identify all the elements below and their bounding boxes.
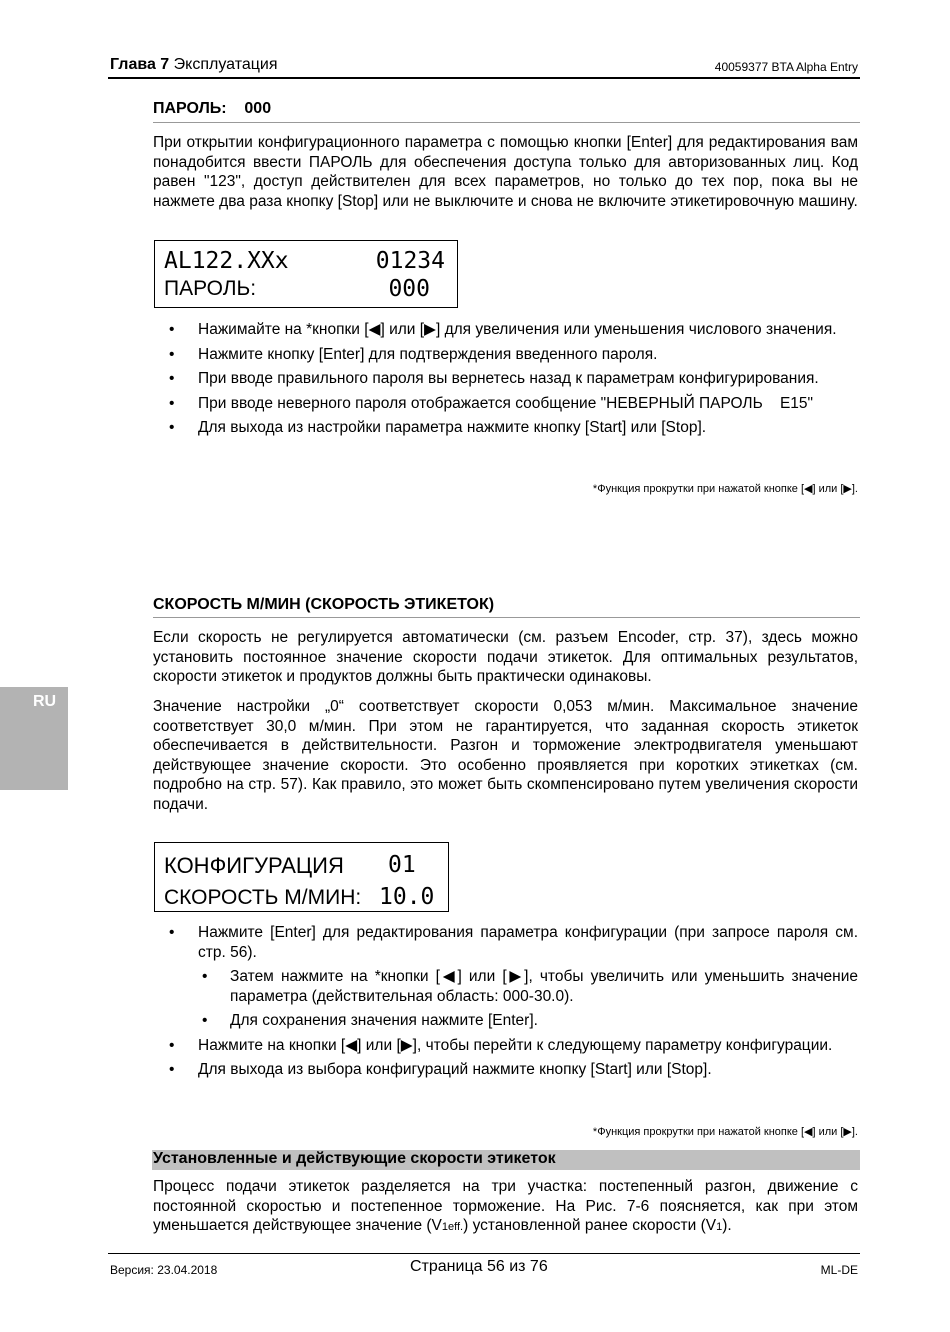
list-item: • При вводе правильного пароля вы вернетесь назад к параметрам конфигурирования. (153, 369, 858, 389)
footer-rule (108, 1253, 860, 1254)
list-item: • Нажмите на кнопки [◀] или [▶], чтобы перейти к следующему параметру конфигурации. (153, 1036, 858, 1056)
lcd-row2-right: 000 (388, 276, 430, 302)
footer-version: Версия: 23.04.2018 (110, 1263, 218, 1277)
lcd-row2-left: СКОРОСТЬ М/МИН: (164, 886, 362, 909)
language-tab (0, 687, 68, 790)
section-password-paragraph: При открытии конфигурационного параметра с помощью кнопки [Enter] для редактирования вам понадобится ввести ПАРОЛЬ для обеспечения доступа только для авторизованных лиц. Код равен "123", доступ действителен для всех параметров, но только до тех пор, пока вы не нажмете два раза кнопку [Stop] или не выключите и снова не включите этикетировочную машину. (153, 134, 858, 210)
chapter-number: Глава 7 (110, 56, 170, 73)
password-instructions (153, 320, 858, 443)
footer-code: ML-DE (820, 1263, 858, 1277)
footnote-scroll: *Функция прокрутки при нажатой кнопке [◀] или [▶]. (592, 483, 858, 495)
section-actual-speed-header (152, 1150, 860, 1170)
subscript-v1eff: 1eff. (441, 1221, 464, 1233)
section-speed-rule (153, 617, 860, 618)
lcd-row1-left: AL122.XXx (164, 248, 289, 274)
document-id: 40059377 BTA Alpha Entry (714, 60, 858, 74)
subscript-v1: 1 (716, 1221, 723, 1233)
section-password-rule (153, 122, 860, 123)
footnote-scroll: *Функция прокрутки при нажатой кнопке [◀] или [▶]. (592, 1126, 858, 1138)
chapter-heading (110, 56, 278, 74)
footer-page-number: Страница 56 из 76 (410, 1258, 548, 1275)
section-speed-title: СКОРОСТЬ М/МИН (СКОРОСТЬ ЭТИКЕТОК) (153, 596, 495, 613)
language-tab-label: RU (33, 693, 57, 710)
list-item: • Нажмите кнопку [Enter] для подтверждения введенного пароля. (153, 345, 858, 365)
list-item: • Затем нажмите на *кнопки [◀] или [▶], чтобы увеличить или уменьшить значение параметра (действительная область: 000-30.0). (153, 967, 858, 1006)
section-actual-speed-title: Установленные и действующие скорости этикеток (153, 1150, 556, 1167)
lcd-row1-right: 01234 (375, 248, 445, 274)
section-password-title: ПАРОЛЬ: 000 (153, 100, 272, 117)
section-speed-paragraph-1: Если скорость не регулируется автоматически (см. разъем Encoder, стр. 37), здесь можно установить постоянное значение скорости подачи этикеток. Для оптимальных результатов, скорости этикеток и продуктов должны быть практически одинаковы. (153, 629, 858, 685)
lcd-row1-right: 01 (388, 852, 416, 878)
section-actual-speed-paragraph: Процесс подачи этикеток разделяется на три участка: постепенный разгон, движение с постоянной скоростью и постепенное торможение. На Рис. 7-6 поясняется, как при этом уменьшается действующее значение (V1eff.) установленной ранее скорости (V1). (153, 1178, 858, 1234)
lcd-row2-left: ПАРОЛЬ: (164, 277, 257, 300)
chapter-title: Эксплуатация (173, 56, 278, 73)
lcd-display-password (154, 240, 458, 308)
header-rule (108, 77, 860, 79)
list-item: • Для выхода из выбора конфигураций нажмите кнопку [Start] или [Stop]. (153, 1060, 858, 1080)
speed-instructions (153, 923, 858, 1085)
section-speed-paragraph-2: Значение настройки „0“ соответствует скорости 0,053 м/мин. Максимальное значение соответствует 30,0 м/мин. При этом не гарантируется, что заданная скорость этикеток обеспечивается в действительности. Разгон и торможение электродвигателя уменьшают действующее значение скорости. Это особенно проявляется при коротких этикетках (см. подробно на стр. 57). Как правило, это может быть скомпенсировано путем увеличения скорости подачи. (153, 698, 858, 813)
lcd-row1-left: КОНФИГУРАЦИЯ (164, 853, 344, 878)
list-item: • Нажимайте на *кнопки [◀] или [▶] для увеличения или уменьшения числового значения. (153, 320, 858, 340)
lcd-display-config (154, 842, 449, 912)
lcd-row2-right: 10.0 (379, 884, 435, 910)
list-item: • Нажмите [Enter] для редактирования параметра конфигурации (при запросе пароля см. стр. 56). (153, 923, 858, 962)
list-item: • Для выхода из настройки параметра нажмите кнопку [Start] или [Stop]. (153, 418, 858, 438)
list-item: • При вводе неверного пароля отображается сообщение "НЕВЕРНЫЙ ПАРОЛЬ E15" (153, 394, 858, 414)
list-item: • Для сохранения значения нажмите [Enter]. (153, 1011, 858, 1031)
